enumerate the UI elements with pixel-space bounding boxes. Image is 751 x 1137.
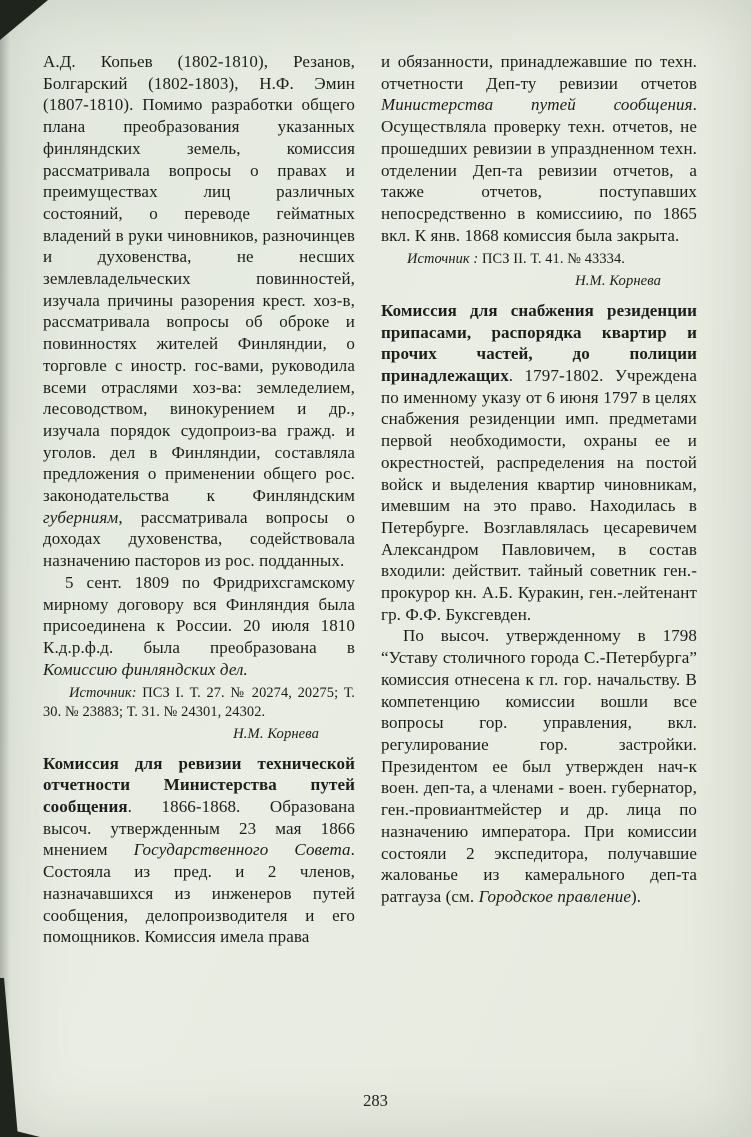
right-column bbox=[381, 51, 697, 948]
entry-paragraph bbox=[43, 753, 355, 948]
scan-artifact-top-left bbox=[0, 0, 48, 40]
body-paragraph bbox=[381, 625, 697, 907]
text-segment: . 1866-1868. Образована высоч. утвержденным 23 мая 1866 мнением bbox=[43, 796, 355, 860]
text-segment-italic: Министерства путей сообщения bbox=[381, 95, 693, 115]
text-segment: 5 сент. 1809 по Фридрихсгамскому мирному договору вся Финляндия была присоединена к России. 20 июля 1810 К.д.р.ф.д. была преобразована в bbox=[43, 572, 355, 657]
text-segment-italic: Комиссию финляндских дел. bbox=[43, 659, 248, 679]
body-paragraph bbox=[43, 572, 355, 681]
text-segment-italic: Государственного Совета bbox=[133, 840, 351, 860]
text-segment: А.Д. Копьев (1802-1810), Резанов, Болгарский (1802-1803), Н.Ф. Эмин (1807-1810). Помимо разработки общего плана преобразования указанных финляндских земель, комиссия рассматривала вопросы о правах и преимуществах лиц различных состояний, о переводе гейматных владений в руки чиновников, разночинцев и духовенства, не несших землевладельческих повинностей, изучала причины разорения крест. хоз-в, рассматривала вопросы об оброке и повинностях жителей Финляндии, о торговле с иностр. гос-вами, руководила всеми отраслями хоз-ва: земледелием, лесоводством, винокурением и др., изучала порядок судопроиз-ва гражд. и уголов. дел в Финляндии, составляла предложения о применении общего рос. законодательства к Финляндским bbox=[43, 52, 355, 506]
continuation-paragraph bbox=[381, 51, 697, 246]
author-byline: Н.М. Корнева bbox=[233, 725, 319, 742]
text-segment: . Состояла из пред. и 2 членов, назначавшихся из инженеров путей сообщения, делопроизводителя и его помощников. Комиссия имела права bbox=[43, 840, 355, 947]
text-segment: ). bbox=[631, 886, 642, 906]
text-segment-italic: губерниям bbox=[43, 507, 119, 527]
text-columns bbox=[43, 51, 697, 948]
page-number: 283 bbox=[363, 1091, 388, 1110]
text-segment: По высоч. утвержденному в 1798 “Уставу столичного города С.-Петербурга” комиссия отнесена к гл. гор. начальству. В компетенцию комиссии вошли все вопросы гор. управления, вкл. регулирование гор. застройки. Президентом ее был утвержден нач-к воен. деп-та, а членами - воен. губернатор, ген.-провиантмейстер и др. лица по назначению императора. При комиссии состояли 2 экспедитора, получавшие жалованье из камерального деп-та ратгауза (см. bbox=[381, 626, 697, 906]
text-segment: , рассматривала вопросы о доходах духовенства, содействовала назначению пасторов из рос. подданных. bbox=[43, 507, 355, 571]
scan-edge-shadow bbox=[0, 0, 10, 1137]
scan-artifact-bottom-corner bbox=[0, 1127, 40, 1137]
text-segment: . 1797-1802. Учреждена по именному указу от 6 июня 1797 в целях снабжения резиденции имп. предметами первой необходимости, охраны ее и окрестностей, распределения на постой войск и выделения квартир чиновникам, имевшим на это право. Находилась в Петербурге. Возглавлялась цесаревичем Александром Павловичем, в состав входили: действит. тайный советник ген.-прокурор кн. А.Б. Куракин, ген.-лейтенант гр. Ф.Ф. Буксгевден. bbox=[381, 366, 697, 624]
text-segment: . Осуществляла проверку техн. отчетов, не прошедших ревизии в упраздненном техн. отделении Деп-та ревизии отчетов, а также отчетов, поступавших непосредственно в комиссиию, по 1865 вкл. К янв. 1868 комиссия была закрыта. bbox=[381, 95, 697, 245]
text-segment-italic: Городское правление bbox=[478, 886, 632, 906]
continuation-paragraph bbox=[43, 51, 355, 572]
source-text: ПСЗ II. Т. 41. № 43334. bbox=[478, 251, 625, 268]
source-label: Источник : bbox=[407, 251, 479, 268]
left-column bbox=[43, 51, 355, 948]
entry-title: Комиссия для ревизии технической отчетности Министерства путей сообщения bbox=[43, 753, 355, 816]
author-byline: Н.М. Корнева bbox=[575, 272, 661, 289]
source-note bbox=[381, 250, 697, 269]
entry-title: Комиссия для снабжения резиденции припасами, распорядка квартир и прочих частей, до полиции принадлежащих bbox=[381, 300, 697, 386]
source-text: ПСЗ I. Т. 27. № 20274, 20275; Т. 30. № 23883; Т. 31. № 24301, 24302. bbox=[43, 685, 355, 720]
entry-paragraph bbox=[381, 300, 697, 626]
source-note bbox=[43, 684, 355, 721]
text-segment: и обязанности, принадлежавшие по техн. отчетности Деп-ту ревизии отчетов bbox=[381, 52, 697, 93]
source-label: Источник: bbox=[69, 685, 137, 702]
